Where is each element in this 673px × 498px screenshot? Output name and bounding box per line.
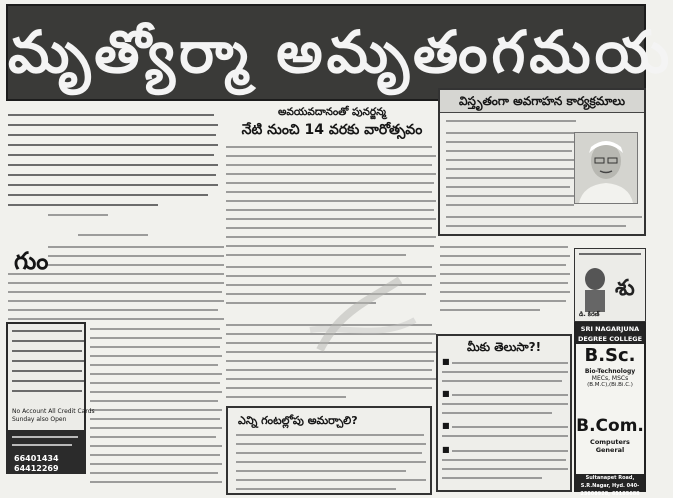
transplant-hours-box [226, 406, 432, 495]
college-address: Sultanapet Road, S.R.Nagar, Hyd. 040-23808928, 65185688 [576, 474, 644, 490]
child-name: డి. కిరణ్ [579, 311, 600, 318]
deck-heading: నేటి నుంచి 14 వరకు వారోత్సవం [241, 122, 423, 138]
awareness-title: విస్తృతంగా అవగాహన కార్యక్రమాలు [440, 90, 644, 113]
person-portrait-icon [575, 133, 637, 203]
deck-subheading: అవయవదానంతో పునర్జన్మ [278, 106, 386, 118]
hours-box-title: ఎన్ని గంటల్లోపు అమర్చాలి? [238, 414, 358, 427]
ad-phone-number: 66401434 [14, 454, 59, 463]
bcom-heading: B.Com. [576, 416, 644, 436]
bsc-course-1: Bio-Technology [584, 368, 636, 375]
drop-cap-letter: గుం [14, 247, 49, 275]
bsc-course-2: MECs, MSCs [591, 375, 629, 382]
portrait-photo [574, 132, 638, 204]
ad-phone-number-2: 64412269 [14, 464, 59, 473]
bsc-heading: B.Sc. [584, 345, 636, 366]
college-name-line1: SRI NAGARJUNA [576, 324, 644, 334]
ad-credit-card-note: No Account All Credit Cards [12, 408, 95, 415]
svg-text:శు: శు [615, 276, 635, 301]
bullet-icon: ■ [442, 389, 450, 398]
bullet-icon: ■ [442, 445, 450, 454]
headline-deck [228, 104, 436, 142]
child-photo-icon [575, 257, 647, 317]
did-you-know-title: మీకు తెలుసా?! [466, 340, 542, 354]
awareness-box [438, 88, 646, 236]
masthead-title: మృత్యోర్మా అమృతంగమయ [8, 18, 673, 86]
did-you-know-box [436, 334, 572, 492]
right-column-text [440, 242, 572, 332]
bcom-course-1: Computers [590, 438, 630, 446]
college-ad-box [574, 322, 646, 497]
ribbon-watermark-icon [300, 270, 420, 360]
ad-sunday-note: Sunday also Open [12, 416, 67, 423]
bullet-icon: ■ [442, 357, 450, 366]
bcom-course-2: General [595, 446, 625, 454]
left-inner-column-text [90, 326, 224, 494]
lead-paragraph [8, 110, 222, 220]
ad-phone-banner [6, 430, 86, 474]
bsc-course-3: (B.M.C),(Bi.Bi.C.) [587, 382, 633, 388]
college-name-line2: DEGREE COLLEGE [577, 335, 643, 343]
birthday-ad-box [574, 248, 646, 322]
middle-column-text [226, 144, 436, 264]
bullet-icon: ■ [442, 421, 450, 430]
masthead-banner [6, 4, 673, 101]
